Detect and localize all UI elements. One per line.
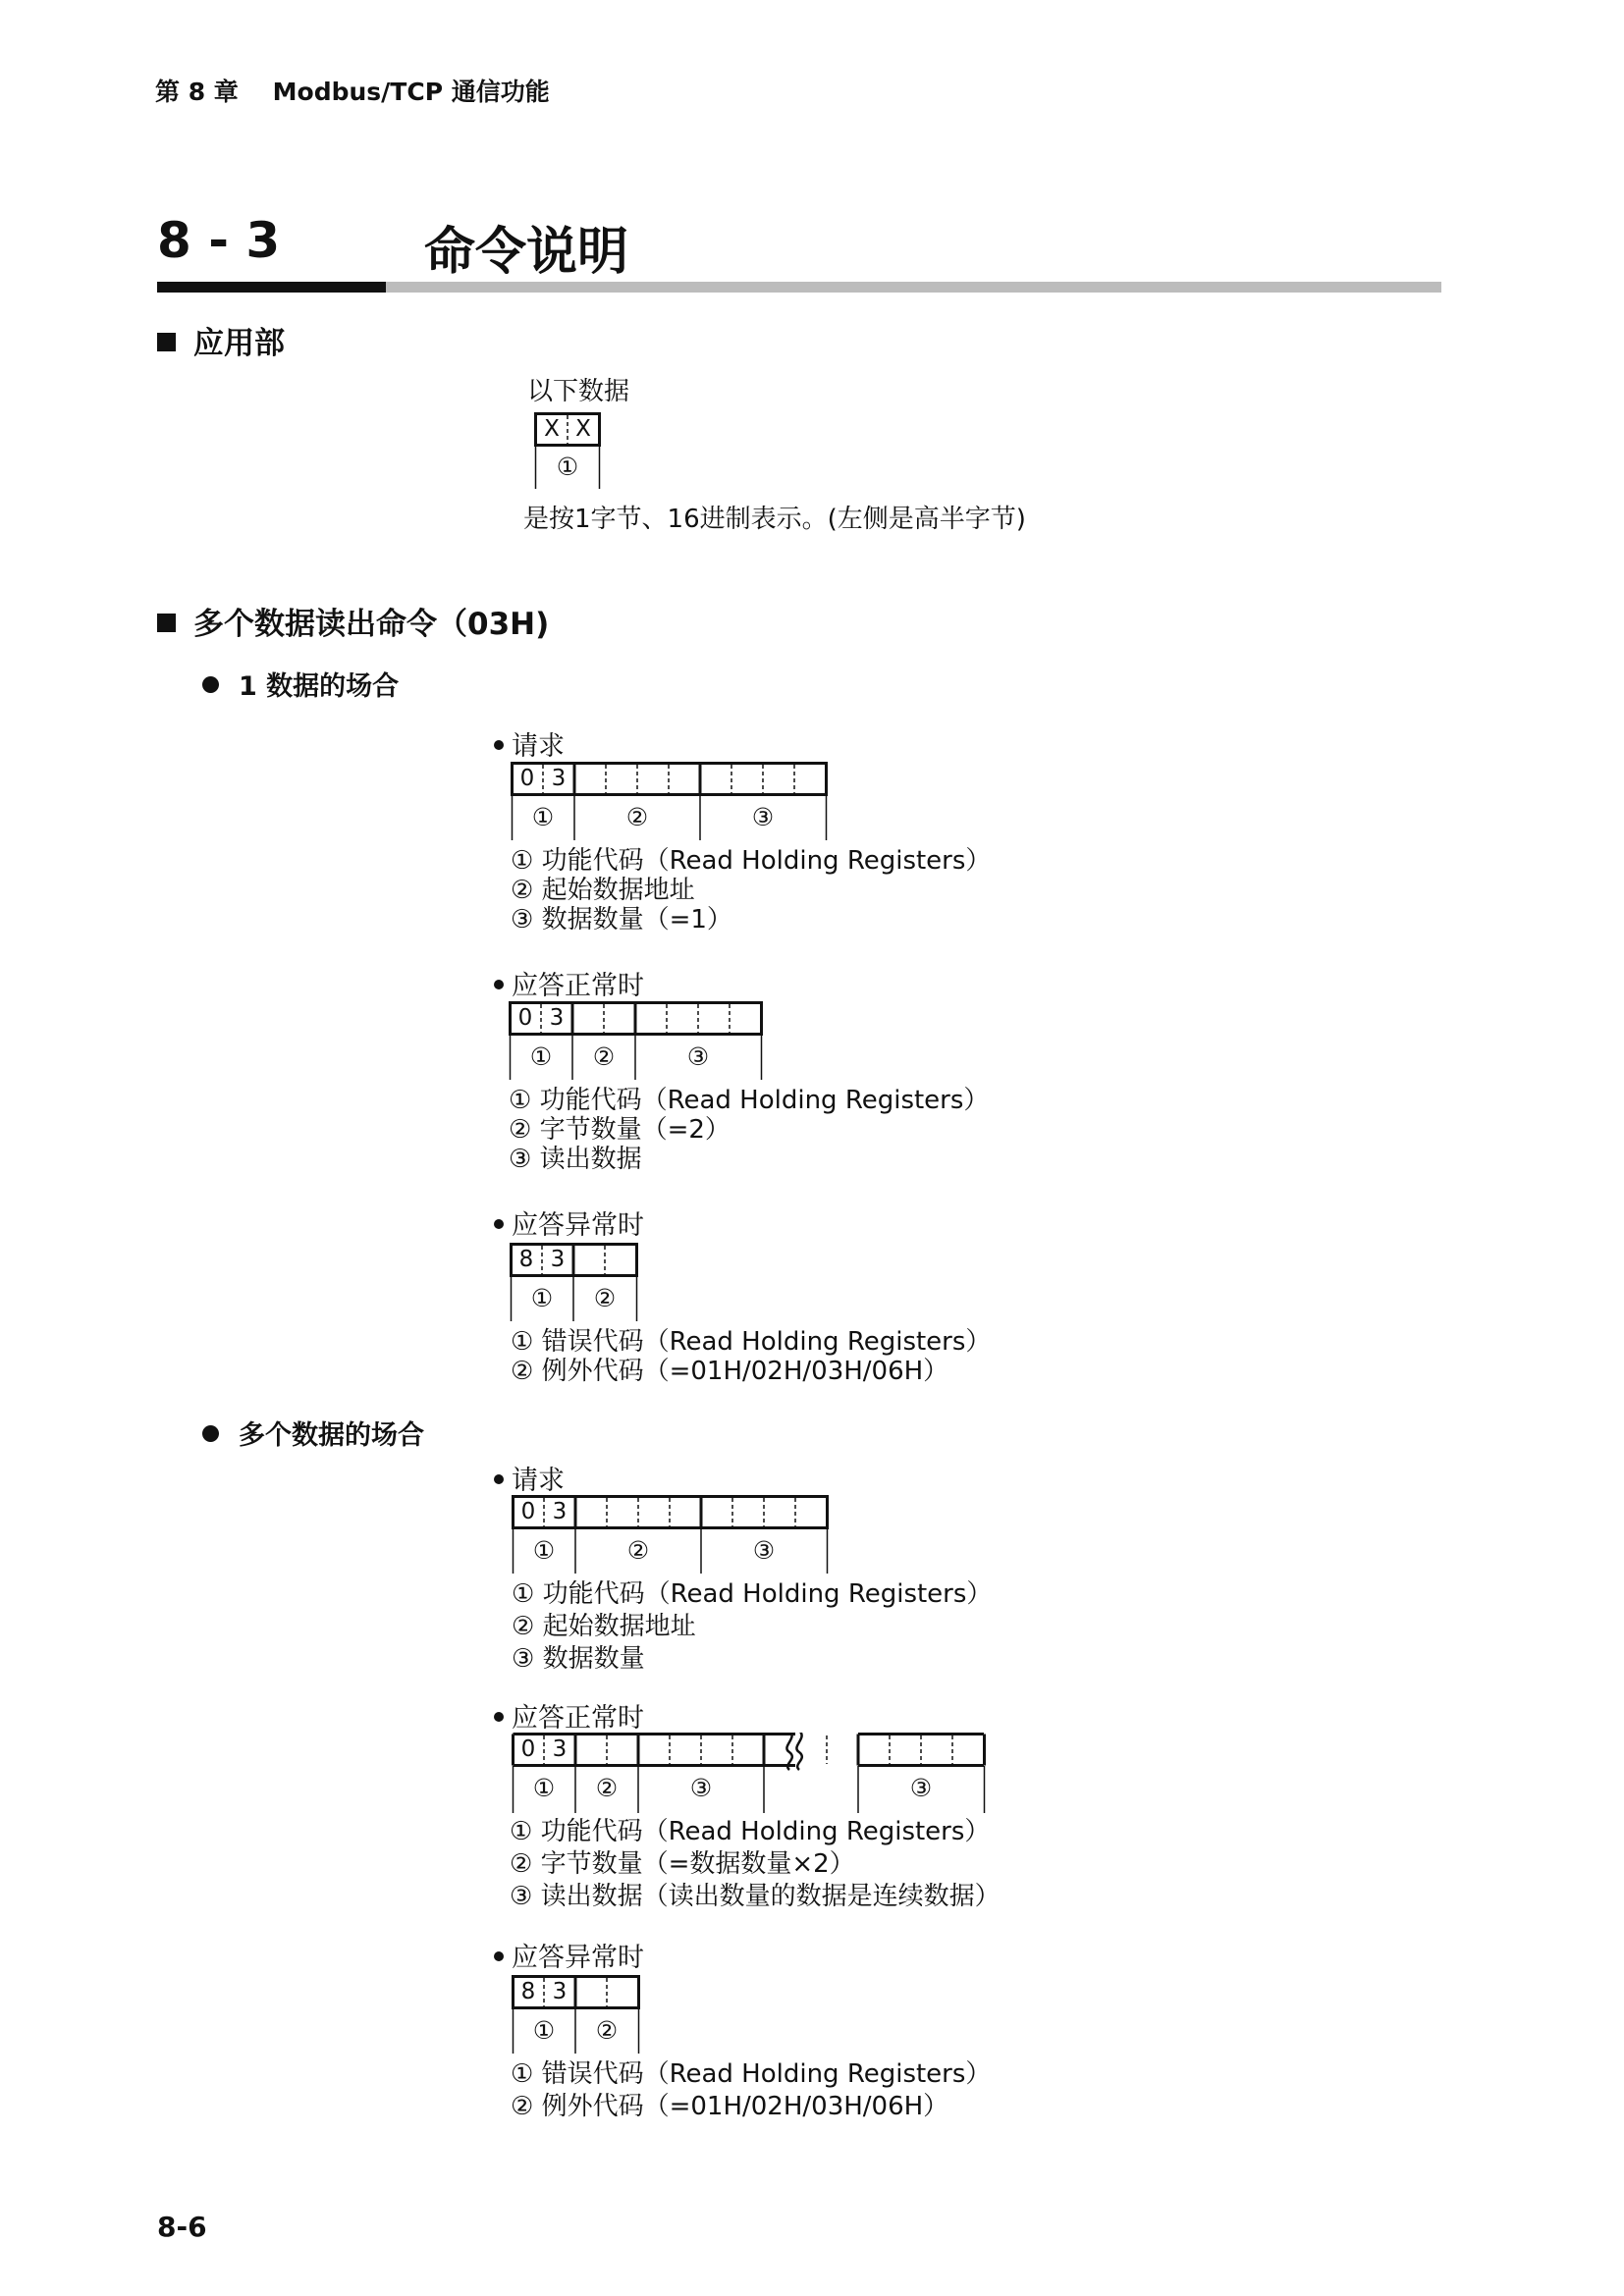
single-error-label-text: 应答异常时 (512, 1210, 644, 1241)
byte-cell: 3 (552, 1736, 568, 1762)
multi-normal-label (494, 1696, 644, 1735)
note-line: ② 字节数量（=2） (509, 1115, 731, 1145)
field-mark: ① (532, 1536, 556, 1565)
byte-cell: 0 (520, 1736, 536, 1762)
small-bullet-icon (494, 740, 504, 750)
field-mark: ③ (751, 803, 775, 831)
heading-multi-data (202, 1414, 424, 1452)
application-data-label: 以下数据 (527, 377, 630, 406)
section-rule-gray (386, 282, 1441, 293)
multi-error-label (494, 1936, 644, 1974)
section-number: 8 - 3 (157, 212, 281, 269)
single-normal-label (494, 964, 644, 1002)
byte-cell: 0 (520, 1499, 536, 1524)
field-mark: ② (595, 1774, 619, 1802)
field-mark: ① (531, 803, 555, 831)
note-line: ③ 读出数据 (509, 1145, 642, 1174)
diagram-single-request (511, 762, 829, 846)
section-title: 命令说明 (424, 223, 629, 282)
multi-normal-label-text: 应答正常时 (512, 1703, 644, 1734)
byte-cell: X (544, 416, 560, 442)
heading-single-data-text: 1 数据的场合 (239, 671, 400, 702)
square-bullet-icon (157, 614, 176, 632)
byte-cell: 3 (552, 1499, 568, 1524)
single-error-label (494, 1203, 644, 1242)
field-mark: ① (532, 1774, 556, 1802)
note-line: ① 功能代码（Read Holding Registers） (510, 1817, 991, 1846)
note-line: ① 功能代码（Read Holding Registers） (512, 1579, 993, 1609)
chapter-label: 第 8 章 (155, 78, 239, 106)
note-line: ③ 数据数量（=1） (511, 905, 732, 934)
round-bullet-icon (202, 1425, 219, 1442)
small-bullet-icon (494, 1219, 504, 1229)
section-rule-dark (157, 282, 386, 293)
byte-cell: 8 (518, 1247, 534, 1272)
diagram-multi-normal (512, 1733, 987, 1819)
field-mark: ② (593, 1284, 617, 1312)
diagram-multi-request (512, 1495, 830, 1579)
byte-cell: X (575, 416, 591, 442)
heading-single-data (202, 665, 399, 703)
note-line: ① 功能代码（Read Holding Registers） (509, 1086, 990, 1115)
note-line: ① 功能代码（Read Holding Registers） (511, 846, 992, 876)
multi-request-label (494, 1459, 565, 1497)
byte-cell: 3 (549, 1005, 565, 1031)
field-mark: ① (530, 1284, 554, 1312)
diagram-application (534, 412, 613, 495)
byte-cell: 0 (517, 1005, 533, 1031)
small-bullet-icon (494, 980, 504, 989)
diagram-single-error (510, 1243, 639, 1327)
square-bullet-icon (157, 333, 176, 351)
small-bullet-icon (494, 1951, 504, 1961)
diagram-single-normal (509, 1001, 764, 1086)
multi-request-label-text: 请求 (512, 1466, 565, 1496)
note-line: ② 字节数量（=数据数量×2） (510, 1849, 855, 1879)
byte-cell: 8 (520, 1979, 536, 2004)
multi-error-label-text: 应答异常时 (512, 1943, 644, 1973)
note-line: ② 起始数据地址 (511, 876, 695, 905)
byte-cell: 3 (551, 766, 567, 791)
round-bullet-icon (202, 676, 219, 693)
field-mark: ① (556, 453, 579, 481)
application-note: 是按1字节、16进制表示。(左侧是高半字节) (523, 505, 1026, 534)
field-mark: ② (595, 2016, 619, 2045)
heading-application-text: 应用部 (193, 326, 285, 361)
byte-cell: 3 (552, 1979, 568, 2004)
small-bullet-icon (494, 1712, 504, 1722)
heading-application (157, 318, 285, 362)
single-request-label-text: 请求 (512, 731, 565, 762)
field-mark: ② (626, 1536, 650, 1565)
note-line: ② 起始数据地址 (512, 1612, 696, 1641)
note-line: ① 错误代码（Read Holding Registers） (511, 1327, 992, 1357)
field-mark: ③ (909, 1774, 933, 1802)
byte-cell: 3 (550, 1247, 566, 1272)
field-mark: ① (532, 2016, 556, 2045)
heading-multi-data-text: 多个数据的场合 (239, 1420, 424, 1451)
small-bullet-icon (494, 1474, 504, 1484)
field-mark: ② (625, 803, 649, 831)
heading-read-command (157, 599, 549, 643)
byte-cell: 0 (519, 766, 535, 791)
field-mark: ① (529, 1042, 553, 1071)
single-normal-label-text: 应答正常时 (512, 971, 644, 1001)
running-header (155, 73, 550, 108)
note-line: ② 例外代码（=01H/02H/03H/06H） (511, 1357, 949, 1386)
chapter-title: Modbus/TCP 通信功能 (272, 78, 550, 106)
single-request-label (494, 724, 565, 763)
field-mark: ③ (752, 1536, 776, 1565)
heading-read-command-text: 多个数据读出命令（03H) (193, 607, 550, 642)
diagram-multi-error (512, 1975, 641, 2059)
field-mark: ② (592, 1042, 616, 1071)
field-mark: ③ (686, 1042, 710, 1071)
note-line: ① 错误代码（Read Holding Registers） (511, 2059, 992, 2089)
note-line: ③ 数据数量 (512, 1644, 645, 1674)
page-number: 8-6 (157, 2211, 207, 2243)
note-line: ② 例外代码（=01H/02H/03H/06H） (511, 2092, 949, 2121)
note-line: ③ 读出数据（读出数量的数据是连续数据） (510, 1882, 1001, 1911)
field-mark: ③ (689, 1774, 713, 1802)
